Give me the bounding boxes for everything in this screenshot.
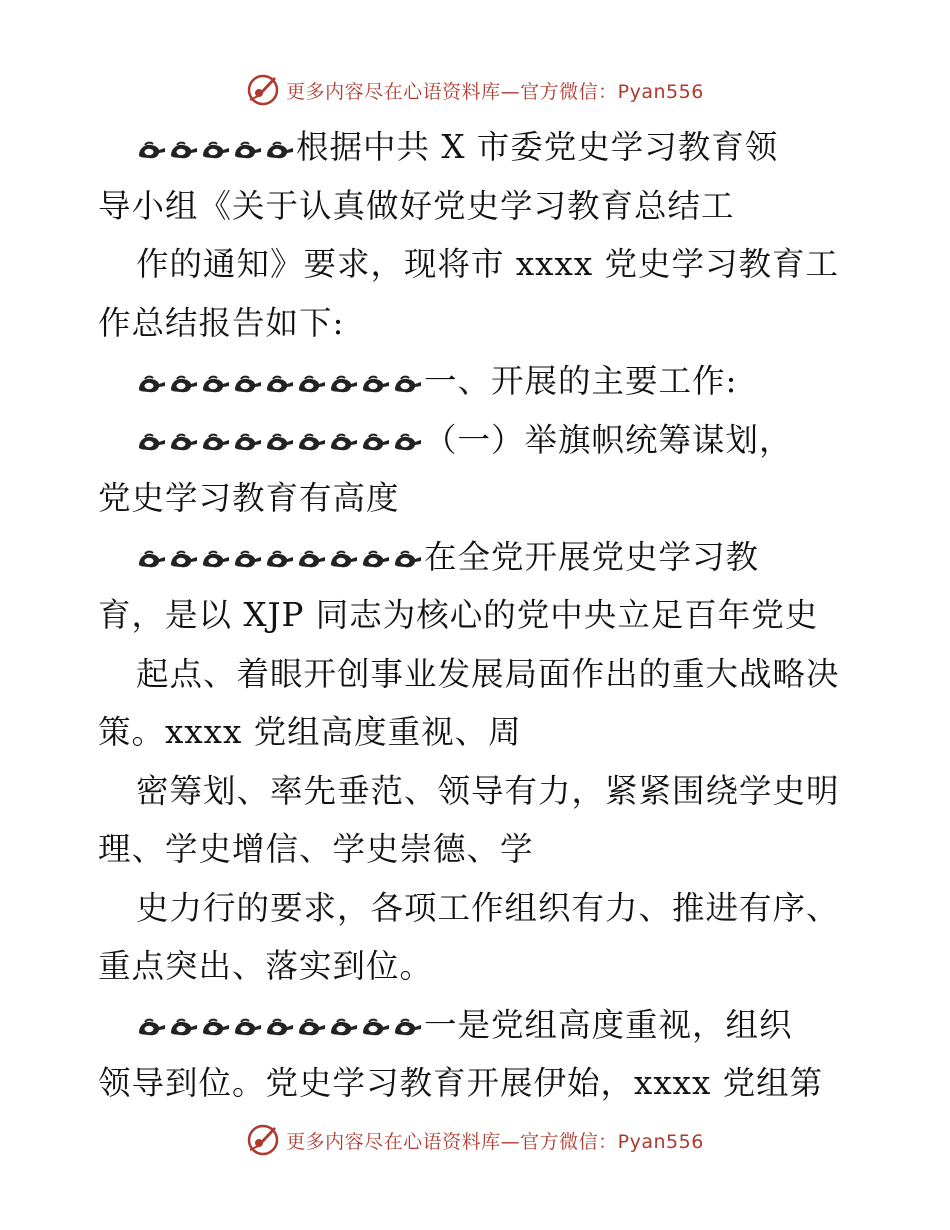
line-text: 策。xxxx 党组高度重视、周 bbox=[98, 713, 522, 751]
line-text: （一）举旗帜统筹谋划， bbox=[424, 420, 793, 459]
wingding-hand-icon bbox=[296, 431, 328, 453]
watermark-banner-top bbox=[0, 70, 950, 110]
wingding-hand-icon bbox=[136, 373, 168, 395]
paragraph-line bbox=[98, 762, 868, 821]
wingding-hand-icon bbox=[200, 548, 232, 570]
wingding-hand-icon bbox=[136, 1016, 168, 1038]
line-text: 一是党组高度重视，组织 bbox=[424, 1005, 793, 1044]
line-text: 作的通知》要求，现将市 xxxx 党史学习教育工 bbox=[136, 245, 839, 283]
wingding-hand-icon bbox=[168, 431, 200, 453]
line-text: 史力行的要求，各项工作组织有力、推进有序、 bbox=[136, 888, 840, 927]
line-text: 根据中共 X 市委党史学习教育领 bbox=[296, 128, 779, 166]
watermark-text: 更多内容尽在心语资料库—官方微信：Pyan556 bbox=[286, 80, 704, 103]
wingding-hand-icon bbox=[392, 548, 424, 570]
line-text: 在全党开展党史学习教 bbox=[424, 537, 760, 576]
wingding-hand-icon bbox=[200, 373, 232, 395]
wingding-hand-icon bbox=[360, 373, 392, 395]
wingding-hand-icon bbox=[392, 1016, 424, 1038]
wingding-hand-icon bbox=[264, 431, 296, 453]
wingding-hand-icon bbox=[296, 548, 328, 570]
wingding-hand-icon bbox=[136, 548, 168, 570]
paragraph-line bbox=[98, 118, 868, 177]
quill-logo-icon bbox=[246, 1123, 280, 1157]
line-text: 重点突出、落实到位。 bbox=[98, 947, 434, 985]
line-text: 密筹划、率先垂范、领导有力，紧紧围绕学史明 bbox=[136, 771, 840, 810]
wingding-hand-icon bbox=[328, 373, 360, 395]
quill-logo-icon bbox=[246, 73, 280, 107]
ornament-group bbox=[136, 373, 424, 395]
wingding-hand-icon bbox=[392, 431, 424, 453]
paragraph-line bbox=[98, 235, 868, 294]
watermark-text: 更多内容尽在心语资料库—官方微信：Pyan556 bbox=[286, 1130, 704, 1153]
wingding-hand-icon bbox=[168, 1016, 200, 1038]
wingding-hand-icon bbox=[328, 1016, 360, 1038]
wingding-hand-icon bbox=[232, 373, 264, 395]
wingding-hand-icon bbox=[200, 431, 232, 453]
wingding-hand-icon bbox=[360, 1016, 392, 1038]
paragraph-line bbox=[98, 586, 868, 645]
wingding-hand-icon bbox=[168, 373, 200, 395]
line-text: 一、开展的主要工作: bbox=[424, 362, 738, 400]
wingding-hand-icon bbox=[232, 548, 264, 570]
wingding-hand-icon bbox=[232, 431, 264, 453]
paragraph-line bbox=[98, 411, 868, 470]
line-text: 育，是以 XJP 同志为核心的党中央立足百年党史 bbox=[98, 596, 819, 634]
wingding-hand-icon bbox=[392, 373, 424, 395]
wingding-hand-icon bbox=[296, 373, 328, 395]
wingding-hand-icon bbox=[200, 1016, 232, 1038]
paragraph-line bbox=[98, 1054, 868, 1113]
wingding-hand-icon bbox=[264, 373, 296, 395]
line-text: 党史学习教育有高度 bbox=[98, 479, 400, 517]
paragraph-line bbox=[98, 469, 868, 528]
wingding-hand-icon bbox=[168, 139, 200, 161]
line-text: 作总结报告如下: bbox=[98, 303, 345, 342]
ornament-group bbox=[136, 1016, 424, 1038]
wingding-hand-icon bbox=[136, 139, 168, 161]
paragraph-line bbox=[98, 703, 868, 762]
paragraph-line bbox=[98, 820, 868, 879]
document-body bbox=[98, 118, 868, 1113]
line-text: 起点、着眼开创事业发展局面作出的重大战略决 bbox=[136, 654, 840, 693]
line-text: 理、学史增信、学史崇德、学 bbox=[98, 830, 534, 868]
wingding-hand-icon bbox=[168, 548, 200, 570]
line-text: 导小组《关于认真做好党史学习教育总结工 bbox=[98, 186, 735, 225]
wingding-hand-icon bbox=[264, 1016, 296, 1038]
ornament-group bbox=[136, 431, 424, 453]
wingding-hand-icon bbox=[136, 431, 168, 453]
wingding-hand-icon bbox=[200, 139, 232, 161]
paragraph-line bbox=[98, 528, 868, 587]
wingding-hand-icon bbox=[264, 139, 296, 161]
wingding-hand-icon bbox=[296, 1016, 328, 1038]
paragraph-line bbox=[98, 996, 868, 1055]
paragraph-line bbox=[98, 352, 868, 411]
paragraph-line bbox=[98, 879, 868, 938]
wingding-hand-icon bbox=[328, 431, 360, 453]
paragraph-line bbox=[98, 294, 868, 353]
wingding-hand-icon bbox=[360, 548, 392, 570]
wingding-hand-icon bbox=[264, 548, 296, 570]
paragraph-line bbox=[98, 937, 868, 996]
paragraph-line bbox=[98, 645, 868, 704]
wingding-hand-icon bbox=[232, 139, 264, 161]
ornament-group bbox=[136, 139, 296, 161]
ornament-group bbox=[136, 548, 424, 570]
line-text: 领导到位。党史学习教育开展伊始，xxxx 党组第 bbox=[98, 1064, 824, 1102]
wingding-hand-icon bbox=[360, 431, 392, 453]
wingding-hand-icon bbox=[328, 548, 360, 570]
paragraph-line bbox=[98, 177, 868, 236]
wingding-hand-icon bbox=[232, 1016, 264, 1038]
watermark-banner-bottom bbox=[0, 1120, 950, 1160]
